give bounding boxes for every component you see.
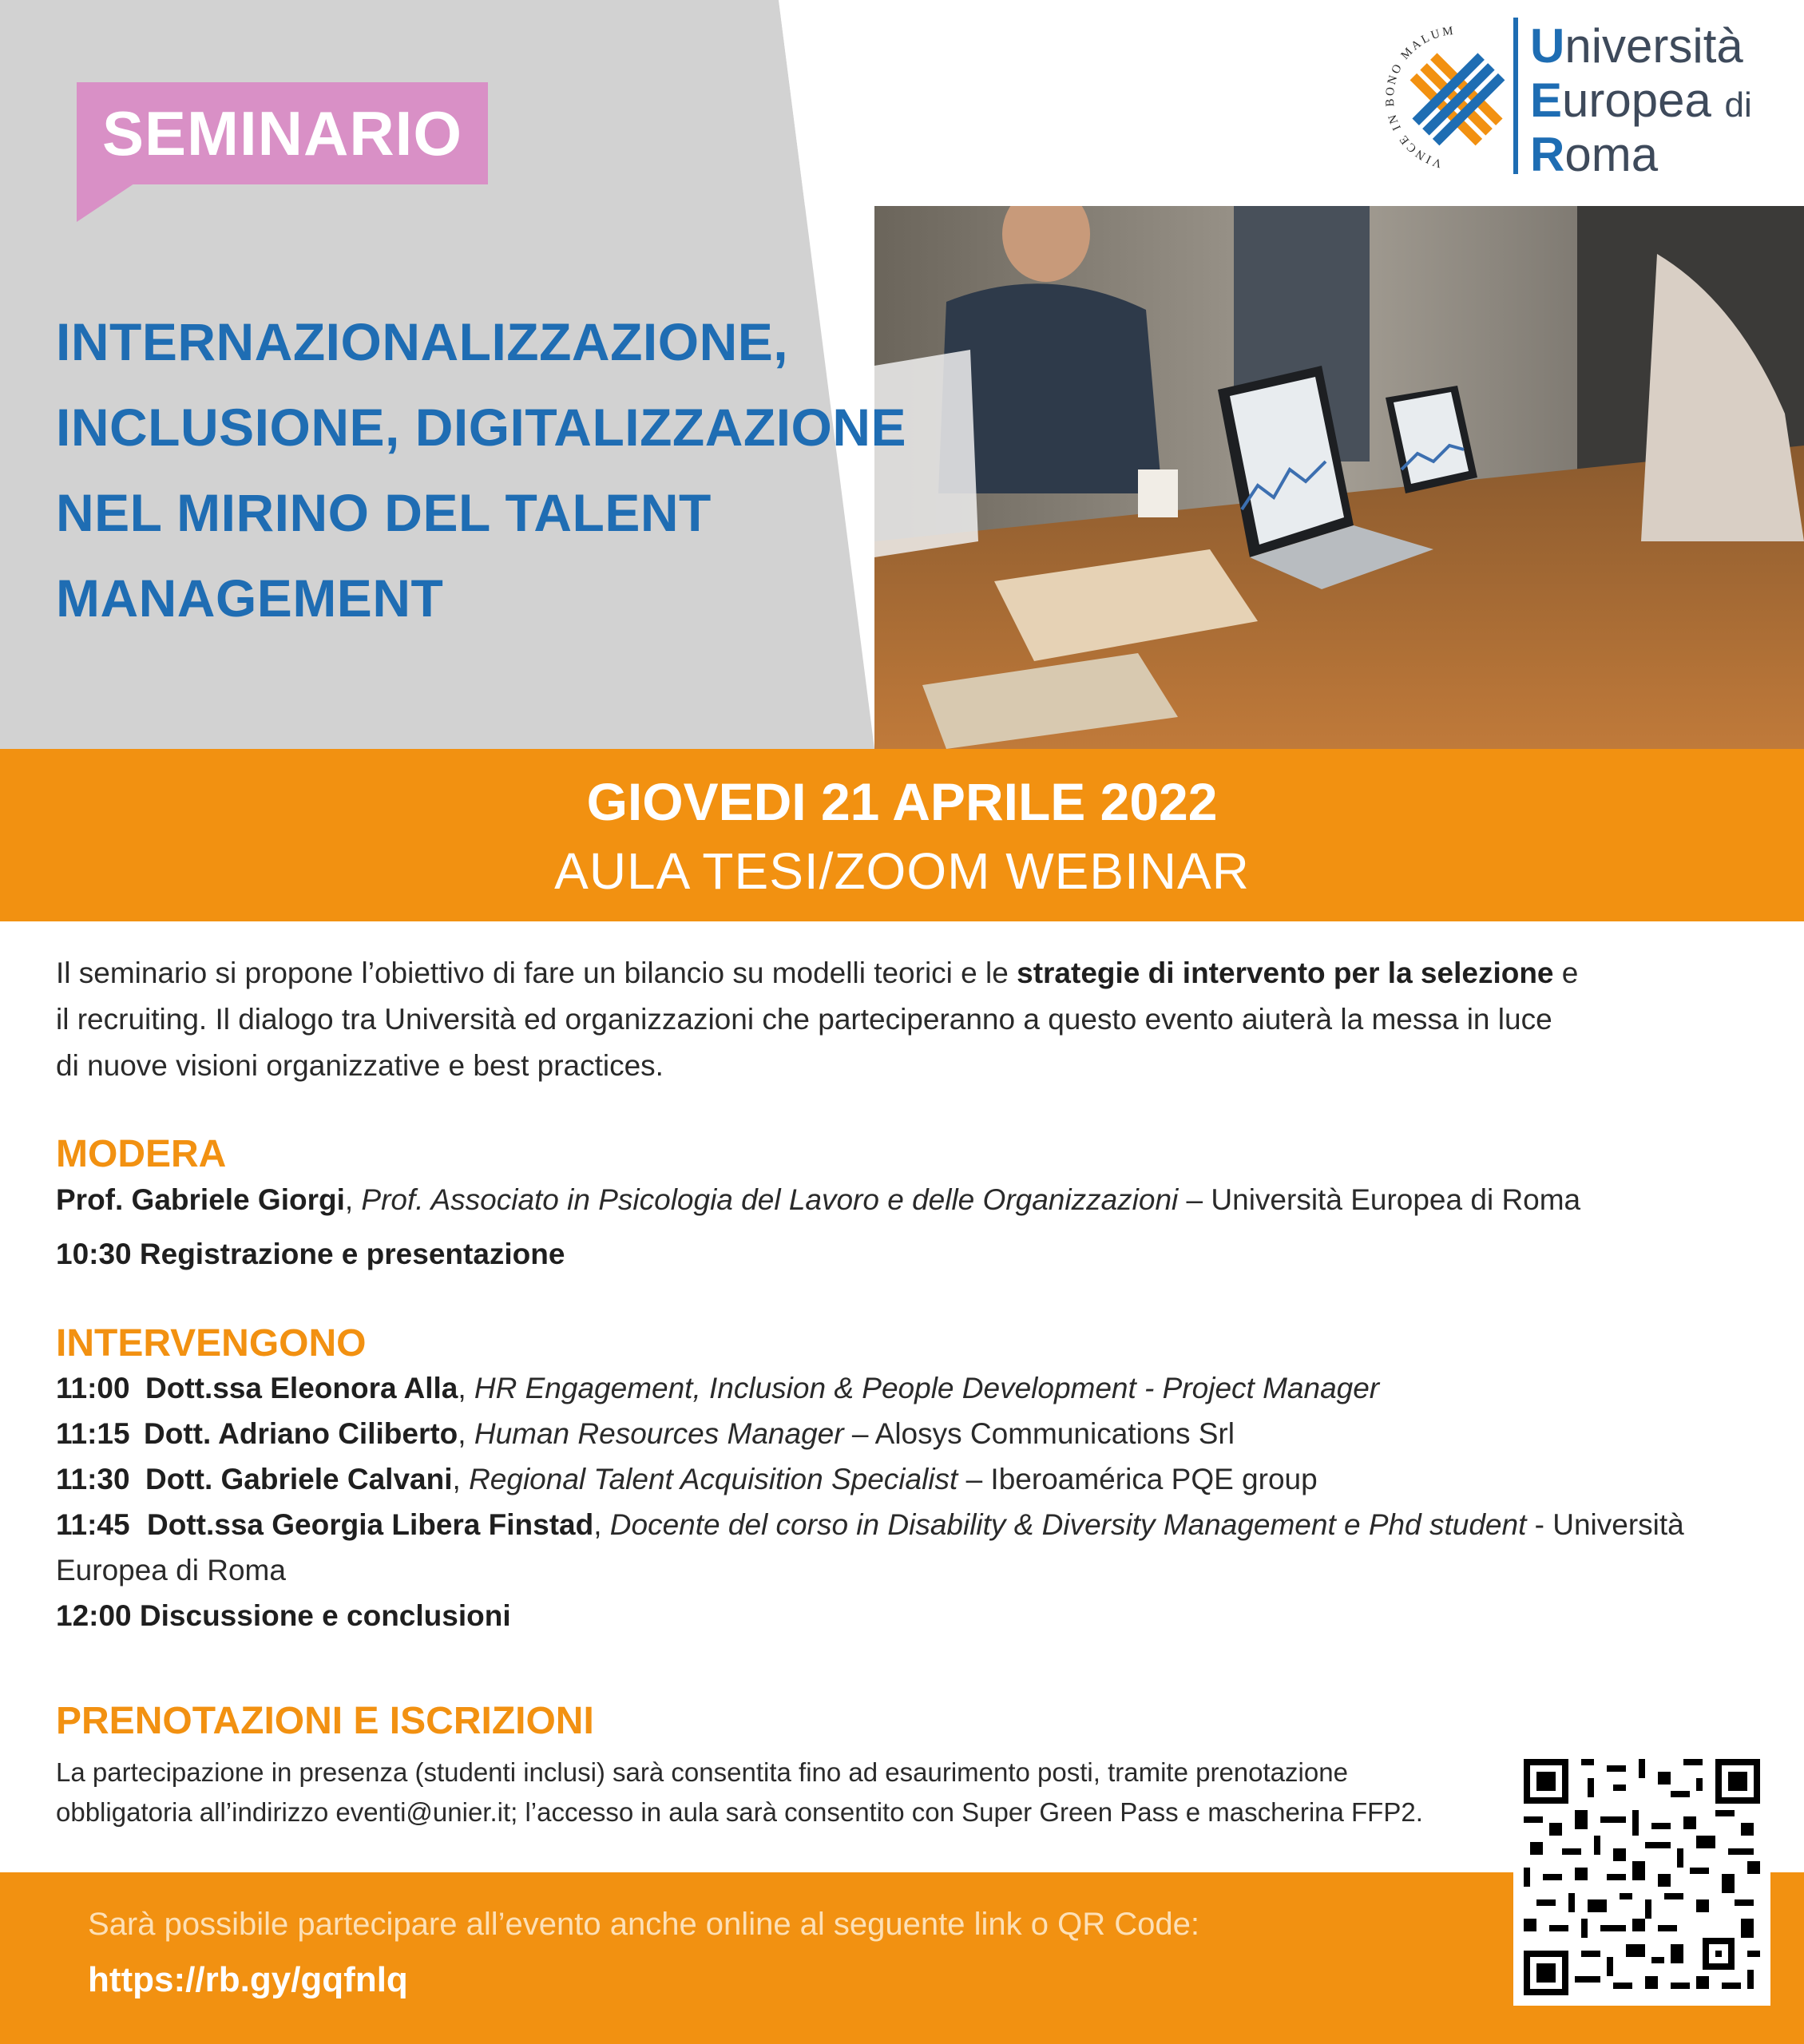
date-band	[0, 749, 1804, 921]
booking-text	[56, 1753, 1461, 1832]
speaker-row: 11:45 Dott.ssa Georgia Libera Finstad, Docente del corso in Disability & Diversity Management e Phd student - Università	[56, 1508, 1684, 1541]
speaker-row: 11:00 Dott.ssa Eleonora Alla, HR Engagement, Inclusion & People Development - Project Manager	[56, 1372, 1380, 1404]
intro-line-2: il recruiting. Il dialogo tra Università ed organizzazioni che parteciperanno a questo evento aiuterà la messa in luce	[56, 1003, 1552, 1036]
logo-line-roma: Roma	[1530, 128, 1659, 181]
logo-divider	[1513, 18, 1518, 174]
webinar-link[interactable]: https://rb.gy/gqfnlq	[88, 1960, 408, 1999]
seminario-tag-tail	[77, 184, 134, 222]
title-line-3: NEL MIRINO DEL TALENT	[56, 483, 712, 542]
title-line-4: MANAGEMENT	[56, 568, 444, 628]
booking-line-2: obbligatoria all’indirizzo eventi@unier.it; l’accesso in aula sarà consentito con Super Green Pass e mascherina FFP2.	[56, 1797, 1423, 1827]
logo-line-europea: Europea di	[1530, 73, 1752, 127]
seminario-tag: SEMINARIO	[77, 82, 488, 184]
seminar-title	[56, 299, 950, 641]
registration-line: 10:30 Registrazione e presentazione	[56, 1238, 565, 1270]
logo-motto: VINCE IN BONO MALUM	[1383, 24, 1457, 170]
moderator-line: Prof. Gabriele Giorgi, Prof. Associato in Psicologia del Lavoro e delle Organizzazioni – Università Europea di Roma	[56, 1183, 1581, 1216]
booking-line-1: La partecipazione in presenza (studenti inclusi) sarà consentita fino ad esaurimento posti, tramite prenotazione	[56, 1757, 1348, 1787]
qr-code-icon[interactable]	[1524, 1759, 1760, 1995]
intro-line-3: di nuove visioni organizzative e best practices.	[56, 1049, 664, 1082]
intervengono-heading: INTERVENGONO	[56, 1322, 367, 1365]
online-participation-text: Sarà possibile partecipare all’evento anche online al seguente link o QR Code:	[88, 1907, 1199, 1942]
modera-heading: MODERA	[56, 1133, 227, 1175]
meeting-photo-illustration	[874, 206, 1804, 749]
speaker-row-continuation: Europea di Roma	[56, 1554, 286, 1586]
meeting-photo	[874, 206, 1804, 749]
event-date: GIOVEDI 21 APRILE 2022	[586, 772, 1218, 831]
title-line-2: INCLUSIONE, DIGITALIZZAZIONE	[56, 398, 907, 457]
speaker-row: 11:30 Dott. Gabriele Calvani, Regional Talent Acquisition Specialist – Iberoamérica PQE group	[56, 1463, 1318, 1495]
speaker-row: 11:15 Dott. Adriano Ciliberto, Human Resources Manager – Alosys Communications Srl	[56, 1417, 1235, 1450]
university-logo	[1374, 14, 1781, 182]
closing-line: 12:00 Discussione e conclusioni	[56, 1599, 511, 1632]
logo-line-universita: Università	[1530, 19, 1743, 73]
intro-line-1: Il seminario si propone l’obiettivo di fare un bilancio su modelli teorici e le strategie di intervento per la selezione e	[56, 957, 1579, 989]
event-venue: AULA TESI/ZOOM WEBINAR	[554, 842, 1250, 900]
title-line-1: INTERNAZIONALIZZAZIONE,	[56, 312, 789, 371]
booking-heading: PRENOTAZIONI E ISCRIZIONI	[56, 1700, 594, 1742]
